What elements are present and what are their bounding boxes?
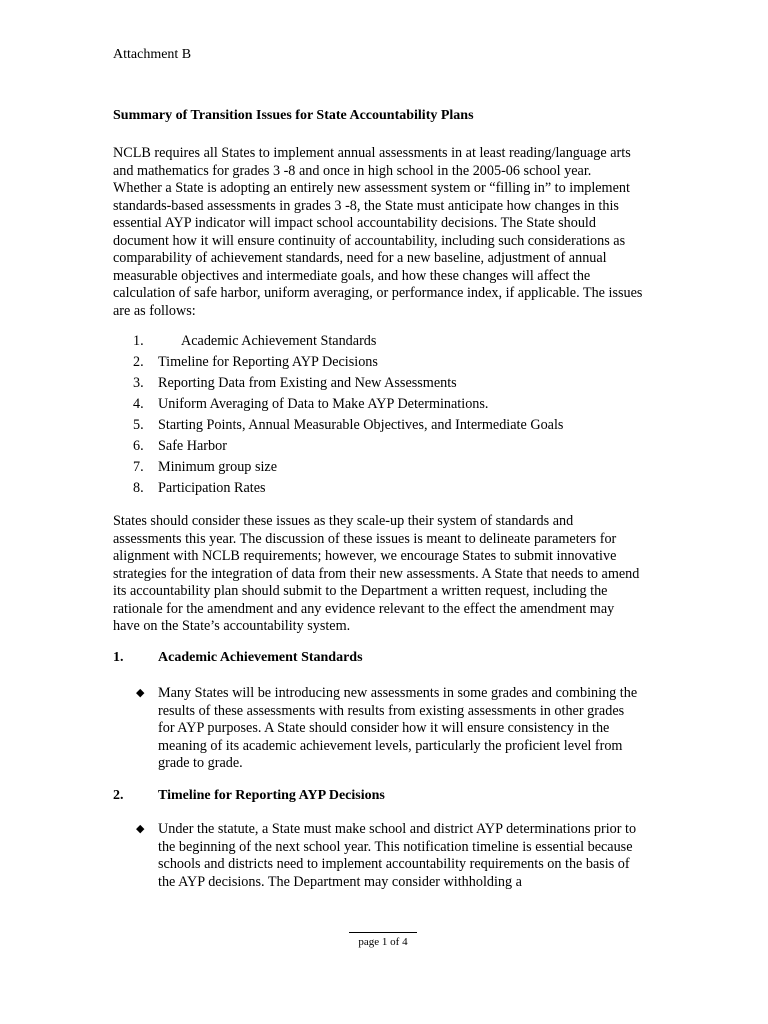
list-item [113, 457, 643, 478]
list-item-text: Uniform Averaging of Data to Make AYP Determinations. [158, 396, 489, 412]
list-item-number: 5. [133, 417, 144, 433]
list-item-text: Safe Harbor [158, 438, 227, 454]
list-item-number: 8. [133, 480, 144, 496]
list-item-text: Reporting Data from Existing and New Assessments [158, 375, 457, 391]
attachment-label: Attachment B [113, 47, 192, 62]
list-item-text: Starting Points, Annual Measurable Objectives, and Intermediate Goals [158, 417, 564, 433]
section-title: Academic Achievement Standards [158, 650, 363, 665]
bullet-text: Under the statute, a State must make school and district AYP determinations prior to the beginning of the next school year. This notification timeline is essential because schools and districts need to implement accountability requirements on the basis of the AYP decisions. The Department may consider withholding a [158, 821, 637, 890]
list-item [113, 394, 643, 415]
list-item [113, 436, 643, 457]
list-item [113, 415, 643, 436]
list-item-text: Timeline for Reporting AYP Decisions [158, 354, 378, 370]
list-item-number: 7. [133, 459, 144, 475]
section-number: 1. [113, 650, 124, 665]
list-item [113, 352, 643, 373]
bullet-text: Many States will be introducing new assessments in some grades and combining the results of these assessments with results from existing assessments in other grades for AYP purposes. A State should consider how it will ensure consistency in the meaning of its academic achievement levels, particularly the proficient level from grade to grade. [158, 685, 638, 771]
list-item-number: 6. [133, 438, 144, 454]
diamond-bullet-icon: ◆ [136, 687, 145, 699]
list-item-number: 3. [133, 375, 144, 391]
list-item [113, 478, 643, 499]
footer-divider [349, 932, 417, 933]
intro-paragraph: NCLB requires all States to implement annual assessments in at least reading/language arts and mathematics for grades 3 -8 and once in high school in the 2005-06 school year. Whether a State is adopting an entirely new assessment system or “filling in” to implement standards-based assessments in grades 3 -8, the State must anticipate how changes in this essential AYP indicator will impact school accountability decisions. The State should document how it will ensure continuity of accountability, including such considerations as comparability of achievement standards, need for a new baseline, adjustment of annual measurable objectives and intermediate goals, and how these changes will affect the calculation of safe harbor, uniform averaging, or performance index, if applicable. The issues are as follows: [113, 145, 643, 319]
document-title: Summary of Transition Issues for State Accountability Plans [113, 108, 474, 123]
section-number: 2. [113, 788, 124, 803]
list-item [113, 331, 643, 352]
list-item-text: Academic Achievement Standards [181, 333, 377, 349]
list-item-number: 1. [133, 333, 144, 349]
diamond-bullet-icon: ◆ [136, 823, 145, 835]
page-number: page 1 of 4 [358, 936, 408, 948]
list-item [113, 373, 643, 394]
section-title: Timeline for Reporting AYP Decisions [158, 788, 385, 803]
list-item-number: 4. [133, 396, 144, 412]
list-item-text: Participation Rates [158, 480, 266, 496]
list-item-text: Minimum group size [158, 459, 278, 475]
list-item-number: 2. [133, 354, 144, 370]
consider-paragraph: States should consider these issues as they scale-up their system of standards and assessments this year. The discussion of these issues is meant to delineate parameters for alignment with NCLB requirements; however, we encourage States to submit innovative strategies for the integration of data from their new assessments. A State that needs to amend its accountability plan should submit to the Department a written request, including the rationale for the amendment and any evidence relevant to the effect the amendment may have on the State’s accountability system. [113, 513, 640, 634]
issues-list [113, 331, 643, 499]
